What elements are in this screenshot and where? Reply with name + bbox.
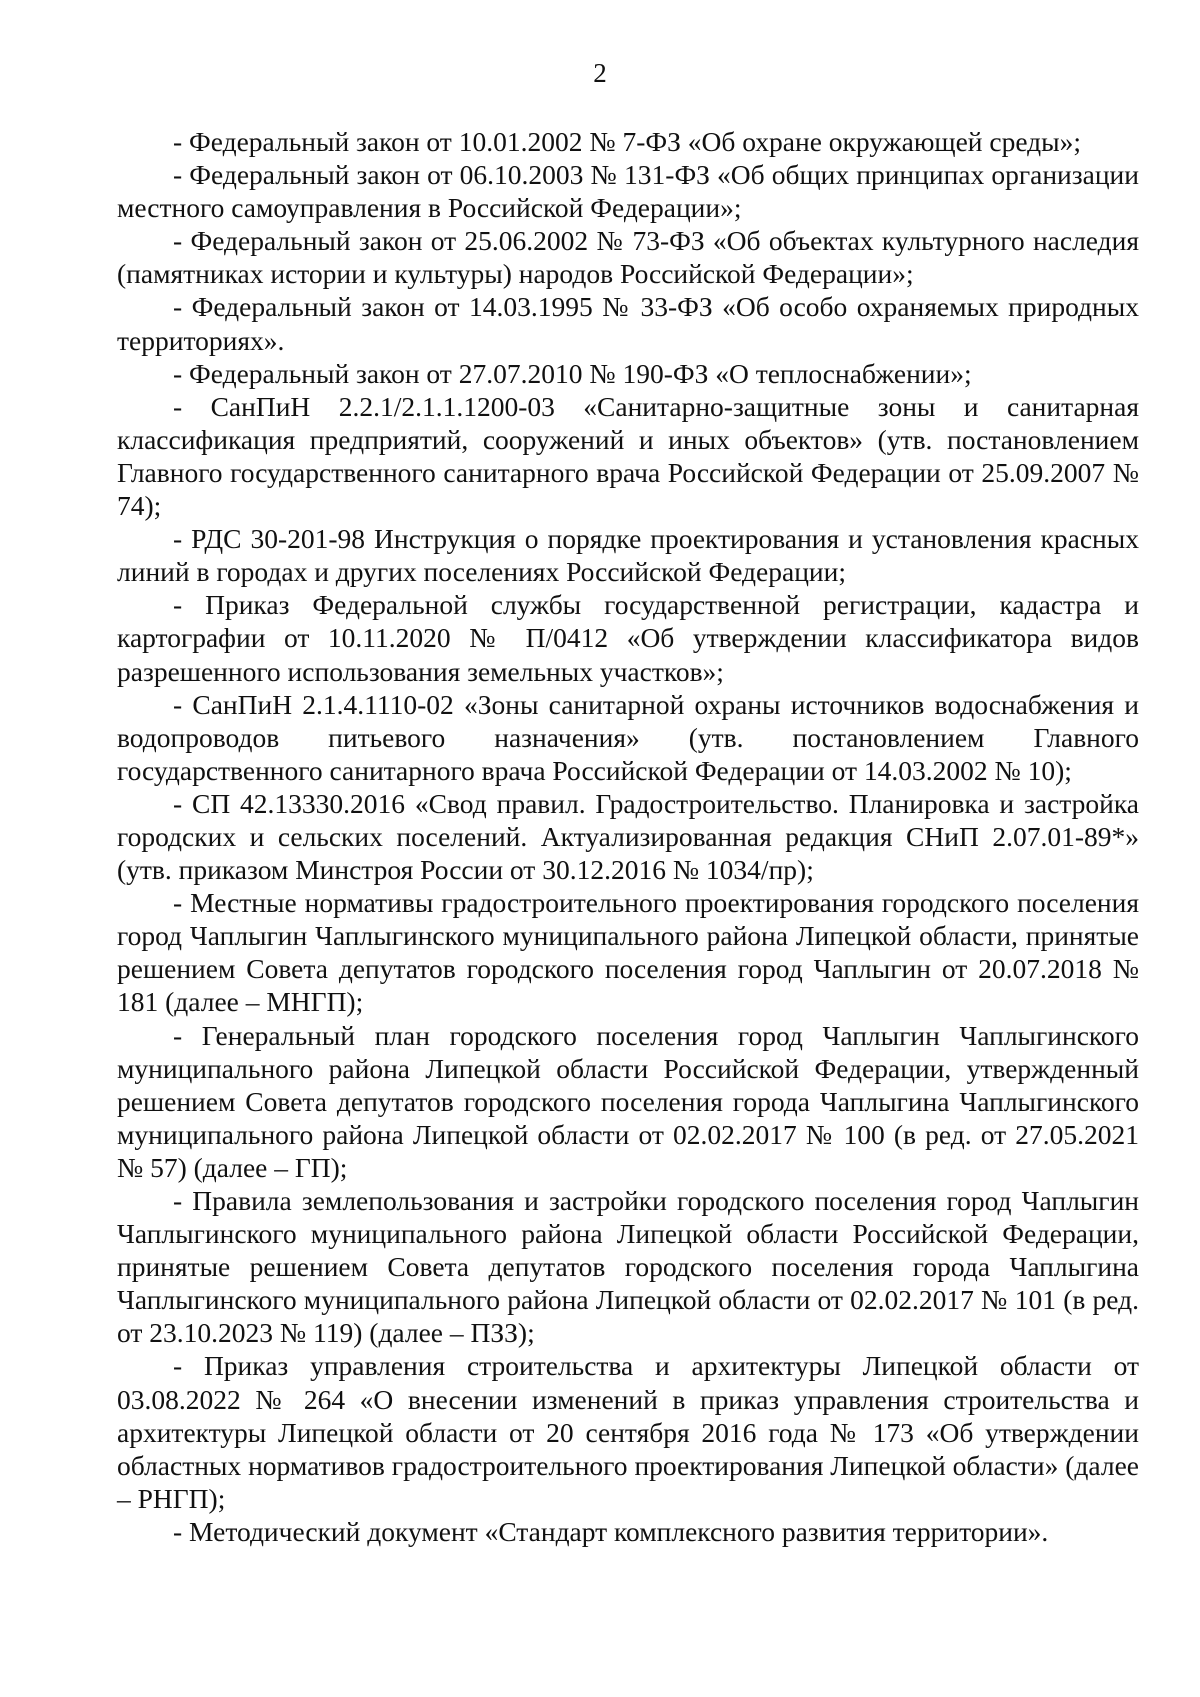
document-body xyxy=(117,125,1139,1548)
paragraph: - СП 42.13330.2016 «Свод правил. Градостроительство. Планировка и застройка городских и сельских поселений. Актуализированная редакция СНиП 2.07.01-89*» (утв. приказом Минстроя России от 30.12.2016 № 1034/пр); xyxy=(117,787,1139,886)
paragraph: - СанПиН 2.2.1/2.1.1.1200-03 «Санитарно-защитные зоны и санитарная классификация предприятий, сооружений и иных объектов» (утв. постановлением Главного государственного санитарного врача Российской Федерации от 25.09.2007 № 74); xyxy=(117,390,1139,522)
paragraph: - СанПиН 2.1.4.1110-02 «Зоны санитарной охраны источников водоснабжения и водопроводов питьевого назначения» (утв. постановлением Главного государственного санитарного врача Российской Федерации от 14.03.2002 № 10); xyxy=(117,688,1139,786)
paragraph: - Генеральный план городского поселения город Чаплыгин Чаплыгинского муниципального района Липецкой области Российской Федерации, утвержденный решением Совета депутатов городского поселения города Чаплыгина Чаплыгинского муниципального района Липецкой области от 02.02.2017 № 100 (в ред. от 27.05.2021 № 57) (далее – ГП); xyxy=(117,1019,1139,1183)
paragraph: - Федеральный закон от 14.03.1995 № 33-ФЗ «Об особо охраняемых природных территориях». xyxy=(117,291,1139,356)
paragraph: - Федеральный закон от 10.01.2002 № 7-ФЗ «Об охране окружающей среды»; xyxy=(173,126,1082,157)
paragraph: - Федеральный закон от 27.07.2010 № 190-ФЗ «О теплоснабжении»; xyxy=(173,357,972,389)
paragraph: - Приказ управления строительства и архитектуры Липецкой области от 03.08.2022 № 264 «О внесении изменений в приказ управления строительства и архитектуры Липецкой области от 20 сентября 2016 года № 173 «Об утверждении областных нормативов градостроительного проектирования Липецкой области» (далее – РНГП); xyxy=(117,1350,1139,1514)
paragraph: - Правила землепользования и застройки городского поселения город Чаплыгин Чаплыгинского муниципального района Липецкой области Российской Федерации, принятые решением Совета депутатов городского поселения города Чаплыгина Чаплыгинского муниципального района Липецкой области от 02.02.2017 № 101 (в ред. от 23.10.2023 № 119) (далее – ПЗЗ); xyxy=(117,1185,1139,1349)
paragraph: - Федеральный закон от 25.06.2002 № 73-ФЗ «Об объектах культурного наследия (памятниках истории и культуры) народов Российской Федерации»; xyxy=(117,225,1139,290)
paragraph: - Местные нормативы градостроительного проектирования городского поселения город Чаплыгин Чаплыгинского муниципального района Липецкой области, принятые решением Совета депутатов городского поселения город Чаплыгин от 20.07.2018 № 181 (далее – МНГП); xyxy=(117,887,1139,1018)
paragraph: - Федеральный закон от 06.10.2003 № 131-ФЗ «Об общих принципах организации местного самоуправления в Российской Федерации»; xyxy=(117,159,1139,224)
paragraph: - Приказ Федеральной службы государственной регистрации, кадастра и картографии от 10.11.2020 № П/0412 «Об утверждении классификатора видов разрешенного использования земельных участков»; xyxy=(117,589,1139,687)
paragraph: - Методический документ «Стандарт комплексного развития территории». xyxy=(173,1515,1049,1547)
page-number: 2 xyxy=(593,58,607,88)
paragraph: - РДС 30-201-98 Инструкция о порядке проектирования и установления красных линий в городах и других поселениях Российской Федерации; xyxy=(117,523,1139,588)
